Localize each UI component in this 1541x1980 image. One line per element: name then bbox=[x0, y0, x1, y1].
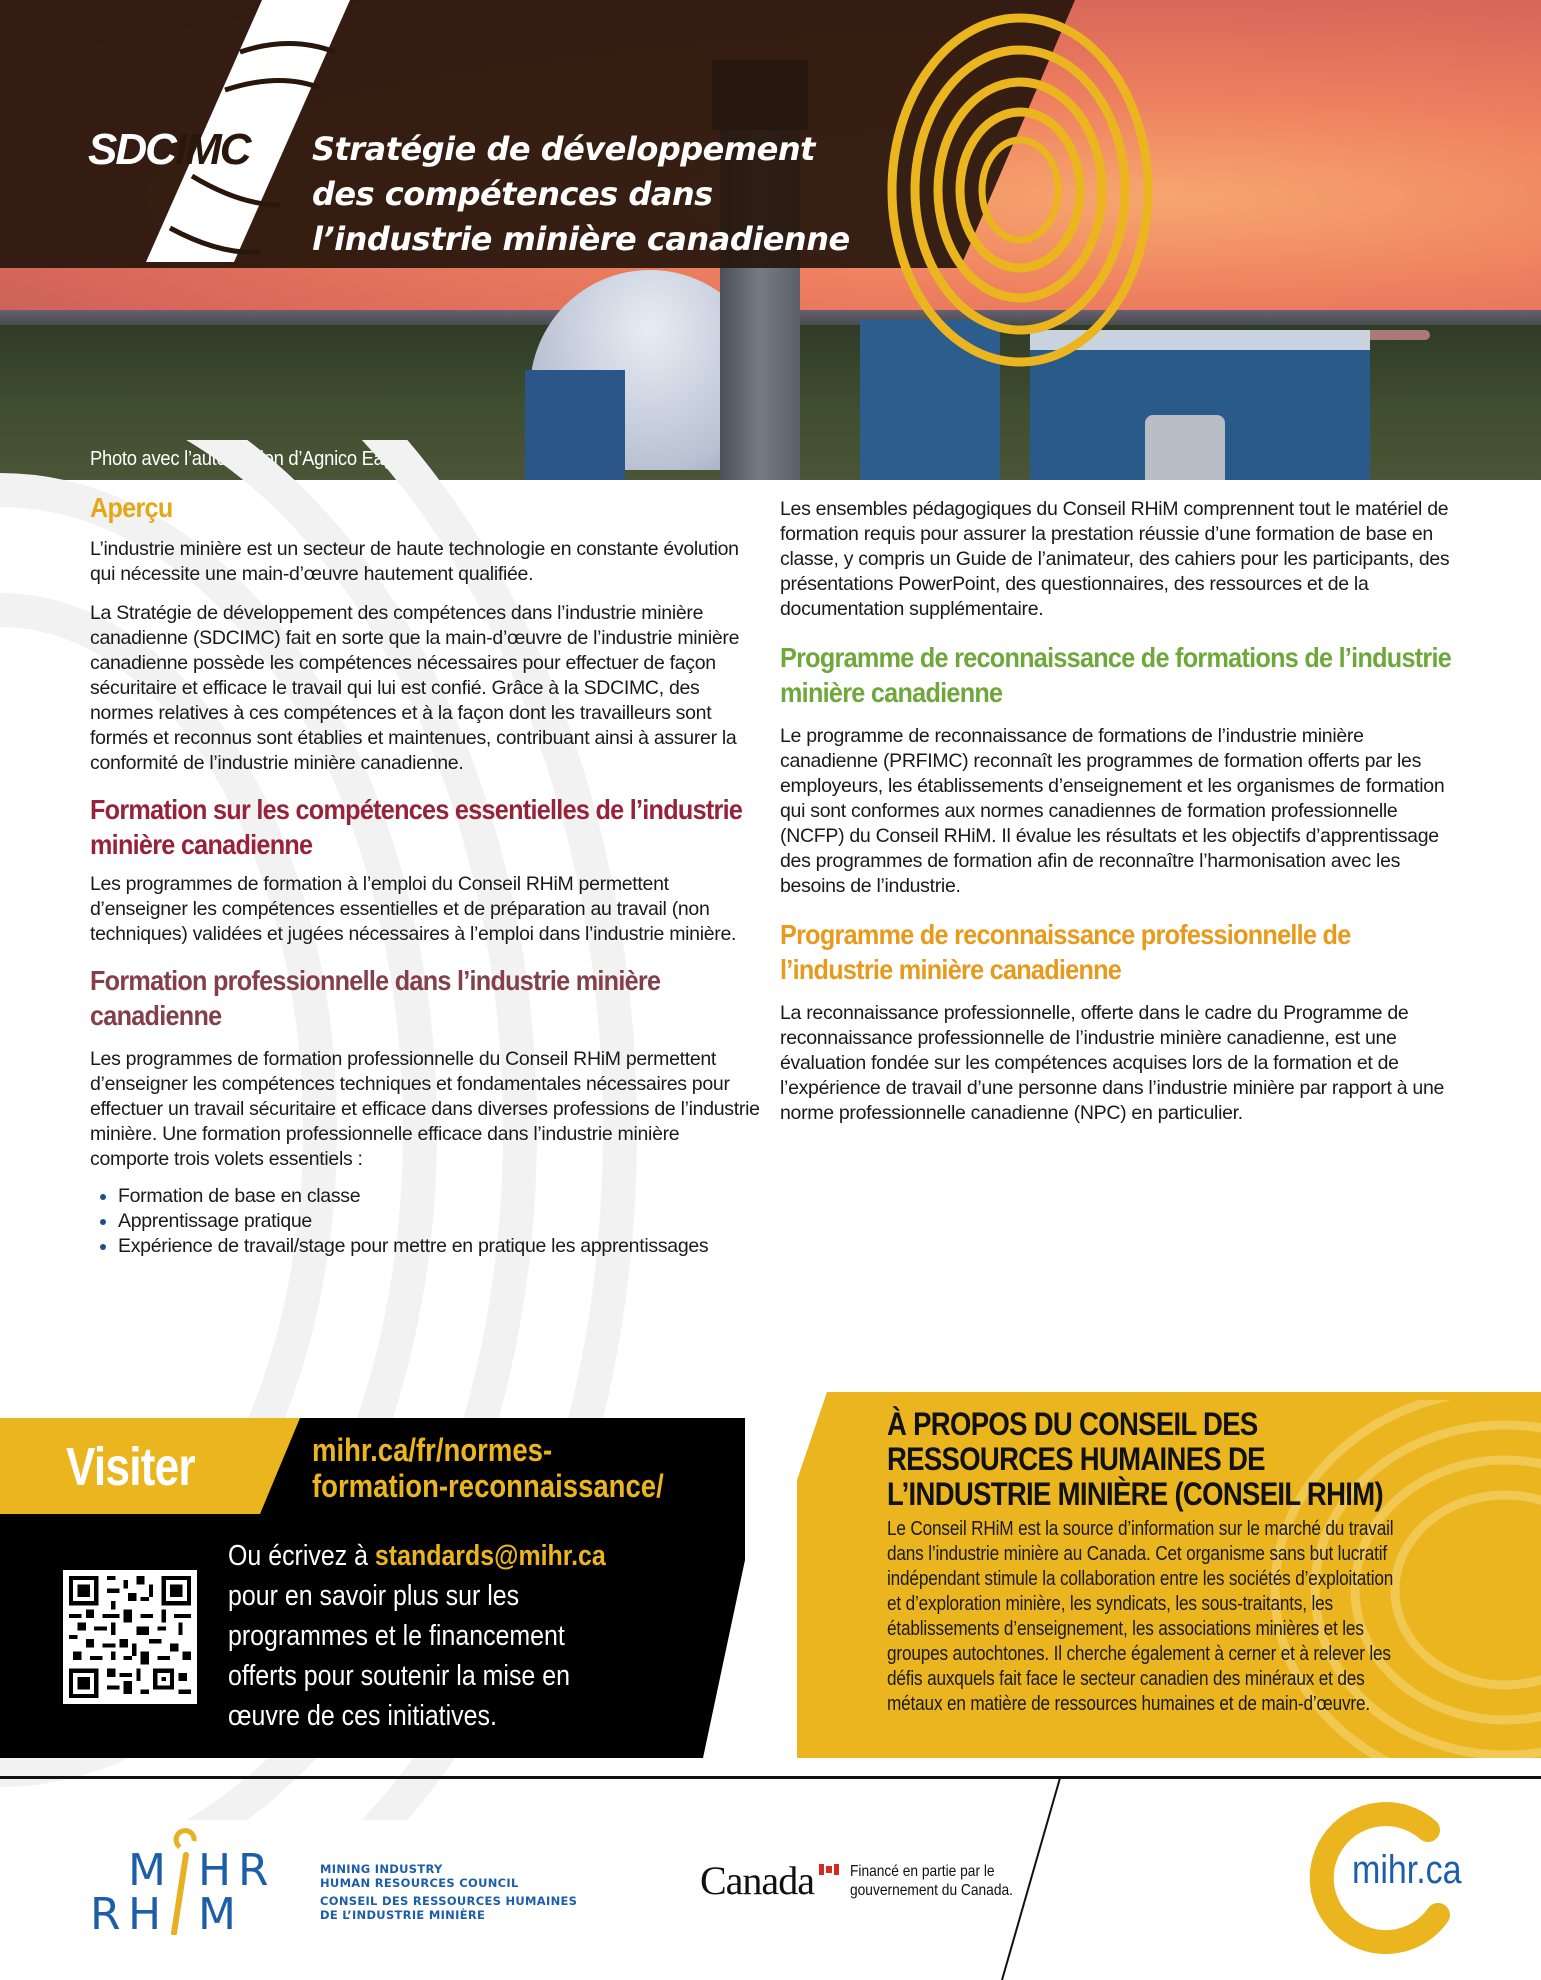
paragraph: La reconnaissance professionnelle, offerte dans le cadre du Programme de reconnaissance professionnelle de l’industrie minière canadienne, est une évaluation fondée sur les compétences acquises lors de la formation et de l’expérience de travail d’une personne dans l’industrie minière par rapport à une norme professionnelle canadienne (NPC) en particulier. bbox=[780, 1002, 1445, 1124]
section-heading: Formation sur les compétences essentielles de l’industrie minière canadienne bbox=[90, 794, 743, 860]
section-heading: Programme de reconnaissance de formations de l’industrie minière canadienne bbox=[780, 642, 1452, 708]
silo bbox=[1145, 415, 1225, 480]
canada-wordmark: Canada bbox=[700, 1858, 814, 1903]
sdcimc-logo bbox=[88, 125, 250, 175]
mihr-logo bbox=[88, 1825, 298, 1935]
qr-code-icon[interactable] bbox=[63, 1570, 197, 1704]
concentric-rings-icon bbox=[870, 0, 1170, 370]
title-line: Stratégie de développement bbox=[312, 130, 815, 168]
funding-line: gouvernement du Canada. bbox=[850, 1882, 1013, 1899]
list-item: Apprentissage pratique bbox=[98, 1209, 760, 1234]
paragraph: Les programmes de formation à l’emploi du Conseil RHiM permettent d’enseigner les compétences essentielles et de préparation au travail (non techniques) validées et jugées nécessaires à l’emploi dans l’industrie minière. bbox=[90, 873, 737, 945]
paragraph: Le Conseil RHiM est la source d’information sur le marché du travail dans l’industrie minière au Canada. Cet organisme sans but lucratif indépendant stimule la collaboration entre les sociétés d’exploitation et d’exploration minière, les syndicats, les sous-traitants, les établissements d’enseignement, les associations minières et les groupes autochtones. Il cherche également à cerner et à relever les défis auxquels fait face le secteur canadien des minéraux et des métaux en matière de ressources humaines et de main-d’œuvre. bbox=[887, 1518, 1394, 1715]
svg-text:H: H bbox=[128, 1889, 162, 1935]
about-title: À PROPOS DU CONSEIL DES RESSOURCES HUMAINES DE L’INDUSTRIE MINIÈRE (CONSEIL RHIM) bbox=[887, 1406, 1383, 1512]
svg-text:H: H bbox=[198, 1845, 232, 1896]
svg-text:M: M bbox=[198, 1889, 236, 1935]
list-item: Formation de base en classe bbox=[98, 1184, 760, 1209]
paragraph: Les programmes de formation professionnelle du Conseil RHiM permettent d’enseigner les compétences techniques et fondamentales nécessaires pour effectuer un travail sécuritaire et efficace dans diverses professions de l’industrie minière. Une formation professionnelle efficace dans l’industrie minière comporte trois volets essentiels : bbox=[90, 1048, 760, 1170]
email-link[interactable]: standards@mihr.ca bbox=[374, 1540, 606, 1572]
contact-rest: pour en savoir plus sur les programmes et le financement offerts pour soutenir la mise en œuvre de ces initiatives. bbox=[228, 1580, 570, 1732]
logo-line: DE L’INDUSTRIE MINIÈRE bbox=[320, 1908, 486, 1922]
svg-text:M: M bbox=[128, 1845, 166, 1896]
section-essential-skills bbox=[90, 792, 760, 947]
logo-line: HUMAN RESOURCES COUNCIL bbox=[320, 1876, 519, 1890]
paragraph: Le programme de reconnaissance de formations de l’industrie minière canadienne (PRFIMC) reconnaît les programmes de formation offerts par les employeurs, les établissements d’enseignement et les organismes de formation qui sont conformes aux normes canadiennes de formation professionnelle (NCFP) du Conseil RHiM. Il évalue les résultats et les objectifs d’apprentissage des programmes de formation afin de reconnaître l’harmonisation avec les besoins de l’industrie. bbox=[780, 725, 1445, 897]
svg-text:R: R bbox=[90, 1889, 121, 1935]
left-column bbox=[90, 490, 760, 1259]
title-line: des compétences dans bbox=[312, 175, 713, 213]
section-professional-recognition bbox=[780, 917, 1460, 1126]
section-overview bbox=[90, 490, 760, 776]
funding-note bbox=[850, 1862, 1013, 1900]
paragraph: L’industrie minière est un secteur de haute technologie en constante évolution qui nécessite une main-d’œuvre hautement qualifiée. bbox=[90, 538, 739, 585]
paragraph: La Stratégie de développement des compétences dans l’industrie minière canadienne (SDCIMC) fait en sorte que la main-d’œuvre de l’industrie minière canadienne possède les compétences nécessaires pour effectuer de façon sécuritaire et efficace le travail qui lui est confié. Grâce à la SDCIMC, des normes relatives à ces compétences et à la façon dont les travailleurs sont formés et reconnus sont établies et maintenues, contribuant ainsi à assurer la conformité de l’industrie minière canadienne. bbox=[90, 602, 740, 774]
section-professional-training bbox=[90, 963, 760, 1259]
hero-banner bbox=[0, 0, 1541, 480]
mine-building bbox=[525, 370, 625, 480]
logo-text-imc: IMC bbox=[174, 125, 250, 174]
bullet-list bbox=[90, 1184, 760, 1259]
mihr-logo-text bbox=[320, 1862, 577, 1922]
list-item: Expérience de travail/stage pour mettre en pratique les apprentissages bbox=[98, 1234, 760, 1259]
funding-line: Financé en partie par le bbox=[850, 1863, 995, 1880]
visit-label: Visiter bbox=[66, 1437, 195, 1497]
title-line: l’industrie minière canadienne bbox=[312, 220, 850, 258]
svg-text:R: R bbox=[238, 1845, 269, 1896]
contact-text bbox=[228, 1536, 710, 1736]
logo-line: MINING INDUSTRY bbox=[320, 1862, 443, 1876]
visit-url-link[interactable] bbox=[312, 1432, 794, 1504]
about-text bbox=[887, 1517, 1412, 1717]
section-training-recognition bbox=[780, 640, 1460, 899]
section-heading: Aperçu bbox=[90, 492, 173, 523]
right-column bbox=[780, 497, 1460, 1126]
footer-divider bbox=[0, 1776, 1541, 1779]
logo-line: CONSEIL DES RESSOURCES HUMAINES bbox=[320, 1894, 578, 1908]
paragraph: Les ensembles pédagogiques du Conseil RHiM comprennent tout le matériel de formation requis pour assurer la prestation réussie d’une formation de base en classe, y compris un Guide de l’animateur, des cahiers pour les participants, des présentations PowerPoint, des questionnaires, des ressources et de la documentation supplémentaire. bbox=[780, 498, 1450, 620]
url-line: formation-reconnaissance/ bbox=[312, 1468, 664, 1504]
website-link[interactable]: mihr.ca bbox=[1352, 1848, 1462, 1892]
section-heading: Programme de reconnaissance professionnelle de l’industrie minière canadienne bbox=[780, 919, 1351, 985]
section-heading: Formation professionnelle dans l’industrie minière canadienne bbox=[90, 965, 661, 1031]
url-line: mihr.ca/fr/normes- bbox=[312, 1432, 553, 1468]
page-title bbox=[312, 127, 850, 262]
logo-text-sdc: SDC bbox=[88, 125, 175, 174]
canada-flag-icon bbox=[819, 1864, 839, 1875]
photo-credit: Photo avec l’autorisation d’Agnico Eagle. bbox=[90, 448, 413, 470]
contact-prefix: Ou écrivez à bbox=[228, 1540, 375, 1572]
